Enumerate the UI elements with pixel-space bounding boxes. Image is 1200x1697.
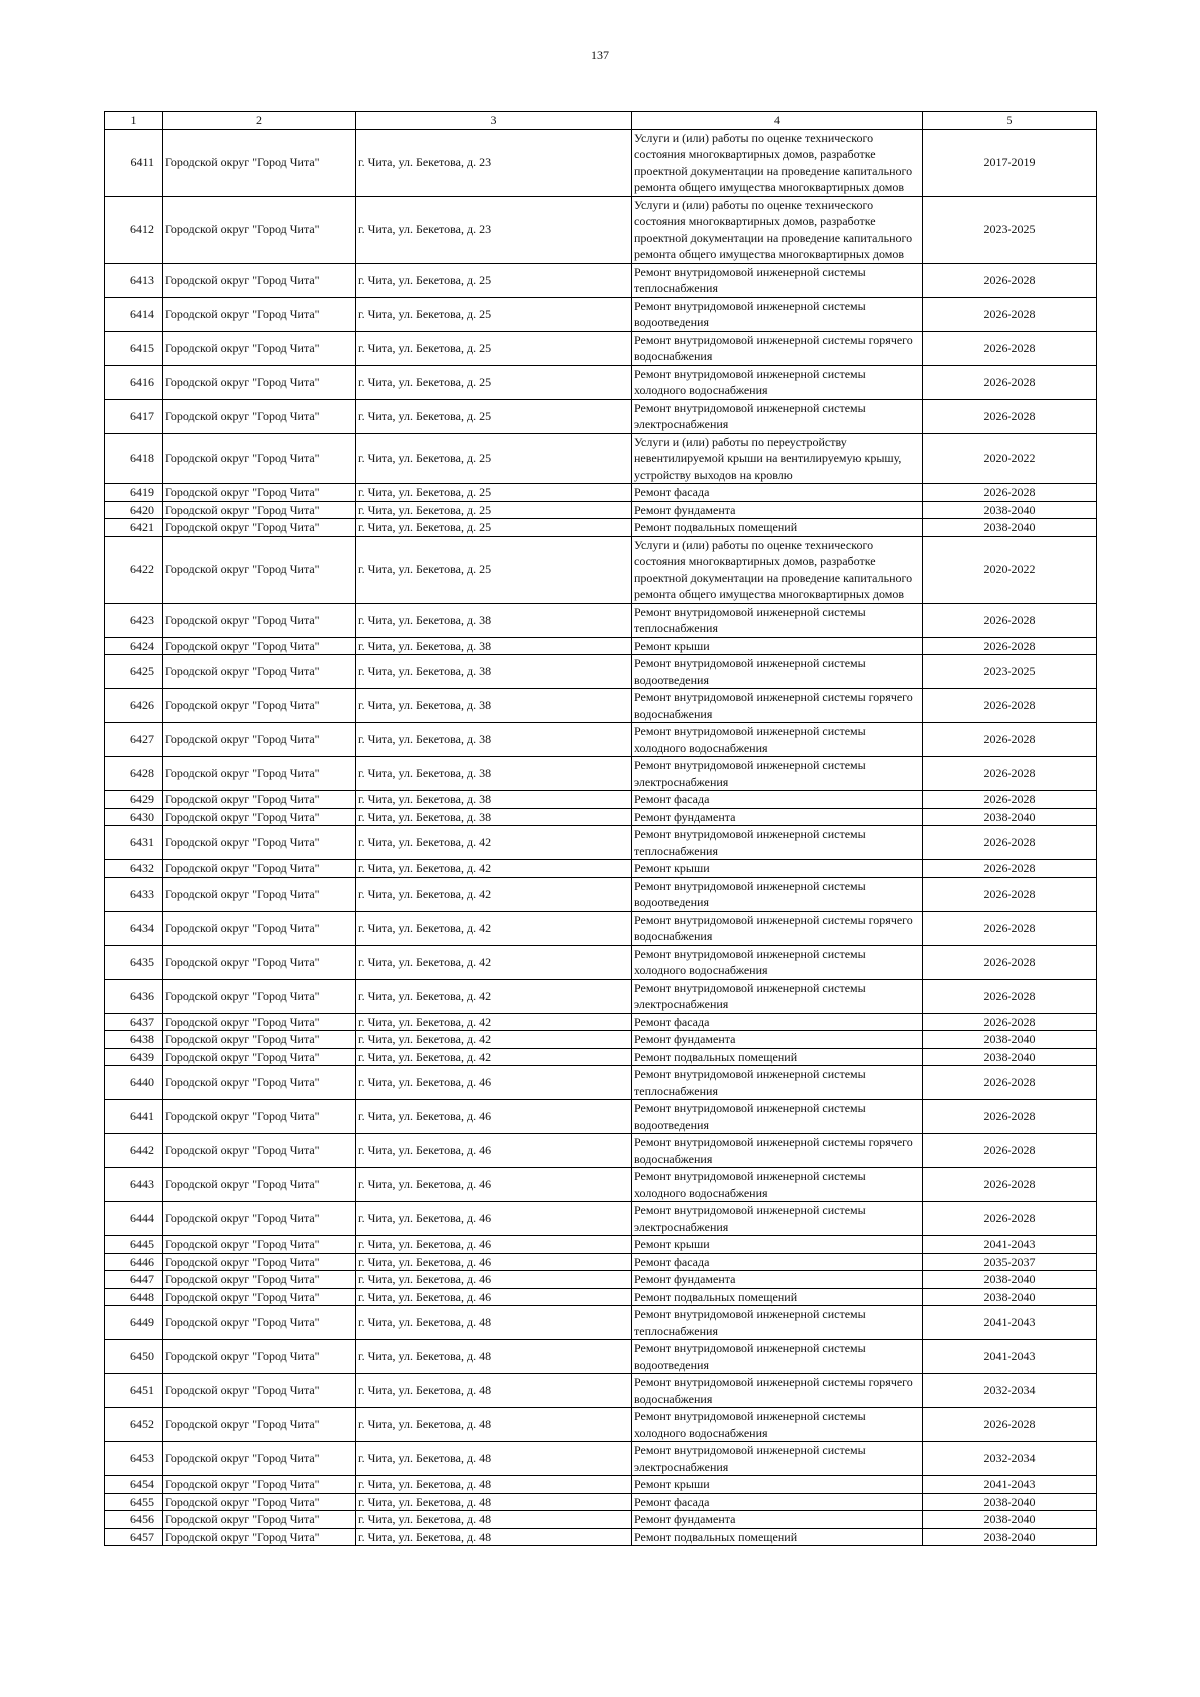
- work-type-cell: Ремонт подвальных помещений: [632, 1528, 923, 1546]
- years-cell: 2041-2043: [923, 1340, 1097, 1374]
- table-row: [105, 808, 1097, 826]
- table-row: [105, 723, 1097, 757]
- address-cell: г. Чита, ул. Бекетова, д. 46: [356, 1066, 632, 1100]
- work-type-cell: Ремонт фасада: [632, 1493, 923, 1511]
- years-cell: 2017-2019: [923, 129, 1097, 196]
- table-row: [105, 1031, 1097, 1049]
- district-cell: Городской округ "Город Чита": [163, 723, 356, 757]
- address-cell: г. Чита, ул. Бекетова, д. 48: [356, 1306, 632, 1340]
- years-cell: 2026-2028: [923, 484, 1097, 502]
- years-cell: 2026-2028: [923, 979, 1097, 1013]
- years-cell: 2026-2028: [923, 945, 1097, 979]
- years-cell: 2023-2025: [923, 196, 1097, 263]
- row-number-cell: 6437: [105, 1013, 163, 1031]
- district-cell: Городской округ "Город Чита": [163, 1493, 356, 1511]
- work-type-cell: Ремонт внутридомовой инженерной системы теплоснабжения: [632, 263, 923, 297]
- row-number-cell: 6440: [105, 1066, 163, 1100]
- row-number-cell: 6429: [105, 791, 163, 809]
- district-cell: Городской округ "Город Чита": [163, 331, 356, 365]
- work-type-cell: Ремонт подвальных помещений: [632, 1048, 923, 1066]
- years-cell: 2026-2028: [923, 757, 1097, 791]
- table-row: [105, 945, 1097, 979]
- years-cell: 2038-2040: [923, 1031, 1097, 1049]
- district-cell: Городской округ "Город Чита": [163, 1202, 356, 1236]
- district-cell: Городской округ "Город Чита": [163, 603, 356, 637]
- district-cell: Городской округ "Город Чита": [163, 1134, 356, 1168]
- district-cell: Городской округ "Город Чита": [163, 1048, 356, 1066]
- row-number-cell: 6455: [105, 1493, 163, 1511]
- table-row: [105, 399, 1097, 433]
- column-header: 3: [356, 112, 632, 130]
- work-type-cell: Ремонт фундамента: [632, 501, 923, 519]
- district-cell: Городской округ "Город Чита": [163, 808, 356, 826]
- table-row: [105, 1048, 1097, 1066]
- years-cell: 2038-2040: [923, 501, 1097, 519]
- table-row: [105, 757, 1097, 791]
- address-cell: г. Чита, ул. Бекетова, д. 48: [356, 1528, 632, 1546]
- work-type-cell: Ремонт фасада: [632, 791, 923, 809]
- address-cell: г. Чита, ул. Бекетова, д. 25: [356, 297, 632, 331]
- work-type-cell: Ремонт внутридомовой инженерной системы теплоснабжения: [632, 1066, 923, 1100]
- table-row: [105, 196, 1097, 263]
- address-cell: г. Чита, ул. Бекетова, д. 42: [356, 911, 632, 945]
- work-type-cell: Ремонт внутридомовой инженерной системы водоотведения: [632, 877, 923, 911]
- district-cell: Городской округ "Город Чита": [163, 1271, 356, 1289]
- address-cell: г. Чита, ул. Бекетова, д. 42: [356, 979, 632, 1013]
- address-cell: г. Чита, ул. Бекетова, д. 46: [356, 1100, 632, 1134]
- address-cell: г. Чита, ул. Бекетова, д. 25: [356, 263, 632, 297]
- row-number-cell: 6452: [105, 1408, 163, 1442]
- address-cell: г. Чита, ул. Бекетова, д. 46: [356, 1168, 632, 1202]
- row-number-cell: 6418: [105, 433, 163, 484]
- years-cell: 2032-2034: [923, 1442, 1097, 1476]
- district-cell: Городской округ "Город Чита": [163, 501, 356, 519]
- table-body: [105, 129, 1097, 1546]
- row-number-cell: 6448: [105, 1288, 163, 1306]
- address-cell: г. Чита, ул. Бекетова, д. 25: [356, 519, 632, 537]
- district-cell: Городской округ "Город Чита": [163, 263, 356, 297]
- years-cell: 2035-2037: [923, 1253, 1097, 1271]
- column-header: 2: [163, 112, 356, 130]
- table-row: [105, 365, 1097, 399]
- address-cell: г. Чита, ул. Бекетова, д. 38: [356, 655, 632, 689]
- district-cell: Городской округ "Город Чита": [163, 1528, 356, 1546]
- row-number-cell: 6420: [105, 501, 163, 519]
- years-cell: 2026-2028: [923, 1202, 1097, 1236]
- years-cell: 2038-2040: [923, 1288, 1097, 1306]
- address-cell: г. Чита, ул. Бекетова, д. 25: [356, 331, 632, 365]
- table-row: [105, 1288, 1097, 1306]
- row-number-cell: 6436: [105, 979, 163, 1013]
- district-cell: Городской округ "Город Чита": [163, 1168, 356, 1202]
- address-cell: г. Чита, ул. Бекетова, д. 46: [356, 1202, 632, 1236]
- district-cell: Городской округ "Город Чита": [163, 655, 356, 689]
- table-row: [105, 1442, 1097, 1476]
- table-row: [105, 979, 1097, 1013]
- row-number-cell: 6426: [105, 689, 163, 723]
- address-cell: г. Чита, ул. Бекетова, д. 38: [356, 791, 632, 809]
- table-row: [105, 1100, 1097, 1134]
- address-cell: г. Чита, ул. Бекетова, д. 42: [356, 826, 632, 860]
- years-cell: 2038-2040: [923, 808, 1097, 826]
- work-type-cell: Ремонт внутридомовой инженерной системы горячего водоснабжения: [632, 1374, 923, 1408]
- district-cell: Городской округ "Город Чита": [163, 365, 356, 399]
- years-cell: 2038-2040: [923, 1511, 1097, 1529]
- address-cell: г. Чита, ул. Бекетова, д. 42: [356, 945, 632, 979]
- work-type-cell: Услуги и (или) работы по оценке технического состояния многоквартирных домов, разработке проектной документации на проведение капитального ремонта общего имущества многоквартирных домов: [632, 129, 923, 196]
- row-number-cell: 6416: [105, 365, 163, 399]
- work-type-cell: Ремонт подвальных помещений: [632, 519, 923, 537]
- table-row: [105, 297, 1097, 331]
- district-cell: Городской округ "Город Чита": [163, 433, 356, 484]
- years-cell: 2032-2034: [923, 1374, 1097, 1408]
- work-type-cell: Услуги и (или) работы по оценке технического состояния многоквартирных домов, разработке проектной документации на проведение капитального ремонта общего имущества многоквартирных домов: [632, 536, 923, 603]
- table-row: [105, 433, 1097, 484]
- work-type-cell: Ремонт крыши: [632, 637, 923, 655]
- table-row: [105, 1476, 1097, 1494]
- district-cell: Городской округ "Город Чита": [163, 399, 356, 433]
- table-row: [105, 1066, 1097, 1100]
- district-cell: Городской округ "Город Чита": [163, 1340, 356, 1374]
- table-row: [105, 655, 1097, 689]
- years-cell: 2026-2028: [923, 297, 1097, 331]
- years-cell: 2026-2028: [923, 911, 1097, 945]
- work-type-cell: Ремонт внутридомовой инженерной системы водоотведения: [632, 1340, 923, 1374]
- address-cell: г. Чита, ул. Бекетова, д. 48: [356, 1442, 632, 1476]
- table-header-row: [105, 112, 1097, 130]
- years-cell: 2041-2043: [923, 1476, 1097, 1494]
- table-row: [105, 1528, 1097, 1546]
- district-cell: Городской округ "Город Чита": [163, 536, 356, 603]
- work-type-cell: Ремонт внутридомовой инженерной системы горячего водоснабжения: [632, 1134, 923, 1168]
- address-cell: г. Чита, ул. Бекетова, д. 48: [356, 1511, 632, 1529]
- table-row: [105, 1271, 1097, 1289]
- row-number-cell: 6419: [105, 484, 163, 502]
- address-cell: г. Чита, ул. Бекетова, д. 46: [356, 1271, 632, 1289]
- table-row: [105, 1511, 1097, 1529]
- table-row: [105, 484, 1097, 502]
- work-type-cell: Ремонт фасада: [632, 484, 923, 502]
- work-type-cell: Ремонт внутридомовой инженерной системы холодного водоснабжения: [632, 365, 923, 399]
- work-type-cell: Ремонт внутридомовой инженерной системы электроснабжения: [632, 1202, 923, 1236]
- years-cell: 2026-2028: [923, 1100, 1097, 1134]
- work-type-cell: Ремонт фасада: [632, 1013, 923, 1031]
- row-number-cell: 6454: [105, 1476, 163, 1494]
- address-cell: г. Чита, ул. Бекетова, д. 48: [356, 1408, 632, 1442]
- district-cell: Городской округ "Город Чита": [163, 637, 356, 655]
- row-number-cell: 6415: [105, 331, 163, 365]
- work-type-cell: Ремонт фасада: [632, 1253, 923, 1271]
- district-cell: Городской округ "Город Чита": [163, 519, 356, 537]
- row-number-cell: 6457: [105, 1528, 163, 1546]
- table-row: [105, 501, 1097, 519]
- district-cell: Городской округ "Город Чита": [163, 1374, 356, 1408]
- address-cell: г. Чита, ул. Бекетова, д. 42: [356, 860, 632, 878]
- district-cell: Городской округ "Город Чита": [163, 689, 356, 723]
- work-type-cell: Ремонт внутридомовой инженерной системы теплоснабжения: [632, 1306, 923, 1340]
- row-number-cell: 6438: [105, 1031, 163, 1049]
- table-row: [105, 637, 1097, 655]
- address-cell: г. Чита, ул. Бекетова, д. 42: [356, 1031, 632, 1049]
- address-cell: г. Чита, ул. Бекетова, д. 25: [356, 399, 632, 433]
- table-row: [105, 263, 1097, 297]
- district-cell: Городской округ "Город Чита": [163, 1013, 356, 1031]
- district-cell: Городской округ "Город Чита": [163, 1511, 356, 1529]
- district-cell: Городской округ "Город Чита": [163, 484, 356, 502]
- years-cell: 2026-2028: [923, 877, 1097, 911]
- years-cell: 2026-2028: [923, 399, 1097, 433]
- address-cell: г. Чита, ул. Бекетова, д. 25: [356, 501, 632, 519]
- address-cell: г. Чита, ул. Бекетова, д. 38: [356, 603, 632, 637]
- years-cell: 2026-2028: [923, 365, 1097, 399]
- table-row: [105, 1134, 1097, 1168]
- row-number-cell: 6422: [105, 536, 163, 603]
- district-cell: Городской округ "Город Чита": [163, 791, 356, 809]
- row-number-cell: 6444: [105, 1202, 163, 1236]
- column-header: 4: [632, 112, 923, 130]
- work-type-cell: Ремонт внутридомовой инженерной системы теплоснабжения: [632, 826, 923, 860]
- work-type-cell: Услуги и (или) работы по переустройству невентилируемой крыши на вентилируемую крышу, устройству выходов на кровлю: [632, 433, 923, 484]
- table-row: [105, 129, 1097, 196]
- table-row: [105, 826, 1097, 860]
- years-cell: 2038-2040: [923, 1048, 1097, 1066]
- row-number-cell: 6439: [105, 1048, 163, 1066]
- work-type-cell: Ремонт внутридомовой инженерной системы электроснабжения: [632, 979, 923, 1013]
- row-number-cell: 6443: [105, 1168, 163, 1202]
- address-cell: г. Чита, ул. Бекетова, д. 38: [356, 808, 632, 826]
- years-cell: 2026-2028: [923, 603, 1097, 637]
- address-cell: г. Чита, ул. Бекетова, д. 48: [356, 1340, 632, 1374]
- work-type-cell: Ремонт внутридомовой инженерной системы водоотведения: [632, 655, 923, 689]
- row-number-cell: 6430: [105, 808, 163, 826]
- table-row: [105, 536, 1097, 603]
- years-cell: 2026-2028: [923, 637, 1097, 655]
- address-cell: г. Чита, ул. Бекетова, д. 42: [356, 877, 632, 911]
- years-cell: 2026-2028: [923, 331, 1097, 365]
- table-row: [105, 331, 1097, 365]
- years-cell: 2020-2022: [923, 536, 1097, 603]
- district-cell: Городской округ "Город Чита": [163, 877, 356, 911]
- work-type-cell: Ремонт внутридомовой инженерной системы холодного водоснабжения: [632, 1408, 923, 1442]
- address-cell: г. Чита, ул. Бекетова, д. 46: [356, 1134, 632, 1168]
- district-cell: Городской округ "Город Чита": [163, 860, 356, 878]
- table-row: [105, 1202, 1097, 1236]
- work-type-cell: Ремонт внутридомовой инженерной системы водоотведения: [632, 1100, 923, 1134]
- table-row: [105, 519, 1097, 537]
- district-cell: Городской округ "Город Чита": [163, 1100, 356, 1134]
- work-type-cell: Ремонт внутридомовой инженерной системы электроснабжения: [632, 1442, 923, 1476]
- address-cell: г. Чита, ул. Бекетова, д. 48: [356, 1493, 632, 1511]
- work-type-cell: Ремонт крыши: [632, 1476, 923, 1494]
- row-number-cell: 6428: [105, 757, 163, 791]
- address-cell: г. Чита, ул. Бекетова, д. 46: [356, 1288, 632, 1306]
- row-number-cell: 6431: [105, 826, 163, 860]
- district-cell: Городской округ "Город Чита": [163, 979, 356, 1013]
- table-row: [105, 1236, 1097, 1254]
- address-cell: г. Чита, ул. Бекетова, д. 48: [356, 1476, 632, 1494]
- years-cell: 2026-2028: [923, 689, 1097, 723]
- years-cell: 2026-2028: [923, 860, 1097, 878]
- address-cell: г. Чита, ул. Бекетова, д. 25: [356, 433, 632, 484]
- table-row: [105, 911, 1097, 945]
- work-type-cell: Ремонт внутридомовой инженерной системы горячего водоснабжения: [632, 911, 923, 945]
- address-cell: г. Чита, ул. Бекетова, д. 23: [356, 196, 632, 263]
- work-type-cell: Ремонт внутридомовой инженерной системы горячего водоснабжения: [632, 331, 923, 365]
- row-number-cell: 6417: [105, 399, 163, 433]
- district-cell: Городской округ "Город Чита": [163, 297, 356, 331]
- row-number-cell: 6434: [105, 911, 163, 945]
- years-cell: 2026-2028: [923, 1168, 1097, 1202]
- row-number-cell: 6411: [105, 129, 163, 196]
- work-type-cell: Ремонт внутридомовой инженерной системы холодного водоснабжения: [632, 1168, 923, 1202]
- address-cell: г. Чита, ул. Бекетова, д. 46: [356, 1253, 632, 1271]
- work-type-cell: Ремонт фундамента: [632, 1511, 923, 1529]
- years-cell: 2041-2043: [923, 1306, 1097, 1340]
- district-cell: Городской округ "Город Чита": [163, 129, 356, 196]
- years-cell: 2038-2040: [923, 1271, 1097, 1289]
- row-number-cell: 6425: [105, 655, 163, 689]
- years-cell: 2026-2028: [923, 826, 1097, 860]
- address-cell: г. Чита, ул. Бекетова, д. 23: [356, 129, 632, 196]
- years-cell: 2026-2028: [923, 791, 1097, 809]
- row-number-cell: 6446: [105, 1253, 163, 1271]
- address-cell: г. Чита, ул. Бекетова, д. 38: [356, 637, 632, 655]
- years-cell: 2026-2028: [923, 1013, 1097, 1031]
- years-cell: 2026-2028: [923, 723, 1097, 757]
- district-cell: Городской округ "Город Чита": [163, 911, 356, 945]
- row-number-cell: 6449: [105, 1306, 163, 1340]
- years-cell: 2026-2028: [923, 1408, 1097, 1442]
- years-cell: 2038-2040: [923, 1528, 1097, 1546]
- district-cell: Городской округ "Город Чита": [163, 1442, 356, 1476]
- row-number-cell: 6450: [105, 1340, 163, 1374]
- address-cell: г. Чита, ул. Бекетова, д. 48: [356, 1374, 632, 1408]
- years-cell: 2020-2022: [923, 433, 1097, 484]
- row-number-cell: 6453: [105, 1442, 163, 1476]
- row-number-cell: 6412: [105, 196, 163, 263]
- work-type-cell: Ремонт внутридомовой инженерной системы горячего водоснабжения: [632, 689, 923, 723]
- address-cell: г. Чита, ул. Бекетова, д. 42: [356, 1048, 632, 1066]
- years-cell: 2026-2028: [923, 1066, 1097, 1100]
- table-row: [105, 603, 1097, 637]
- district-cell: Городской округ "Город Чита": [163, 945, 356, 979]
- years-cell: 2038-2040: [923, 519, 1097, 537]
- row-number-cell: 6435: [105, 945, 163, 979]
- row-number-cell: 6424: [105, 637, 163, 655]
- work-type-cell: Ремонт внутридомовой инженерной системы электроснабжения: [632, 399, 923, 433]
- district-cell: Городской округ "Город Чита": [163, 1253, 356, 1271]
- row-number-cell: 6456: [105, 1511, 163, 1529]
- years-cell: 2026-2028: [923, 1134, 1097, 1168]
- years-cell: 2026-2028: [923, 263, 1097, 297]
- district-cell: Городской округ "Город Чита": [163, 1306, 356, 1340]
- address-cell: г. Чита, ул. Бекетова, д. 25: [356, 365, 632, 399]
- row-number-cell: 6442: [105, 1134, 163, 1168]
- page-number: 137: [591, 48, 609, 62]
- table-row: [105, 1253, 1097, 1271]
- row-number-cell: 6441: [105, 1100, 163, 1134]
- work-type-cell: Ремонт фундамента: [632, 808, 923, 826]
- table-row: [105, 1168, 1097, 1202]
- table-row: [105, 1340, 1097, 1374]
- row-number-cell: 6447: [105, 1271, 163, 1289]
- row-number-cell: 6413: [105, 263, 163, 297]
- row-number-cell: 6432: [105, 860, 163, 878]
- work-type-cell: Ремонт фундамента: [632, 1031, 923, 1049]
- district-cell: Городской округ "Город Чита": [163, 1288, 356, 1306]
- address-cell: г. Чита, ул. Бекетова, д. 42: [356, 1013, 632, 1031]
- work-type-cell: Ремонт внутридомовой инженерной системы электроснабжения: [632, 757, 923, 791]
- district-cell: Городской округ "Город Чита": [163, 826, 356, 860]
- district-cell: Городской округ "Город Чита": [163, 1408, 356, 1442]
- table-row: [105, 860, 1097, 878]
- district-cell: Городской округ "Город Чита": [163, 1031, 356, 1049]
- years-cell: 2023-2025: [923, 655, 1097, 689]
- district-cell: Городской округ "Город Чита": [163, 757, 356, 791]
- address-cell: г. Чита, ул. Бекетова, д. 38: [356, 757, 632, 791]
- table-row: [105, 1408, 1097, 1442]
- work-type-cell: Ремонт внутридомовой инженерной системы холодного водоснабжения: [632, 723, 923, 757]
- row-number-cell: 6445: [105, 1236, 163, 1254]
- row-number-cell: 6421: [105, 519, 163, 537]
- table-row: [105, 791, 1097, 809]
- table-row: [105, 1013, 1097, 1031]
- address-cell: г. Чита, ул. Бекетова, д. 38: [356, 723, 632, 757]
- table-row: [105, 689, 1097, 723]
- work-type-cell: Ремонт фундамента: [632, 1271, 923, 1289]
- row-number-cell: 6427: [105, 723, 163, 757]
- work-type-cell: Ремонт внутридомовой инженерной системы теплоснабжения: [632, 603, 923, 637]
- work-type-cell: Ремонт крыши: [632, 860, 923, 878]
- row-number-cell: 6451: [105, 1374, 163, 1408]
- district-cell: Городской округ "Город Чита": [163, 1066, 356, 1100]
- table-row: [105, 1493, 1097, 1511]
- address-cell: г. Чита, ул. Бекетова, д. 25: [356, 484, 632, 502]
- column-header: 1: [105, 112, 163, 130]
- work-type-cell: Ремонт внутридомовой инженерной системы водоотведения: [632, 297, 923, 331]
- column-header: 5: [923, 112, 1097, 130]
- table-row: [105, 877, 1097, 911]
- work-type-cell: Услуги и (или) работы по оценке технического состояния многоквартирных домов, разработке проектной документации на проведение капитального ремонта общего имущества многоквартирных домов: [632, 196, 923, 263]
- address-cell: г. Чита, ул. Бекетова, д. 25: [356, 536, 632, 603]
- address-cell: г. Чита, ул. Бекетова, д. 38: [356, 689, 632, 723]
- work-type-cell: Ремонт внутридомовой инженерной системы холодного водоснабжения: [632, 945, 923, 979]
- years-cell: 2041-2043: [923, 1236, 1097, 1254]
- row-number-cell: 6433: [105, 877, 163, 911]
- table-row: [105, 1306, 1097, 1340]
- work-type-cell: Ремонт крыши: [632, 1236, 923, 1254]
- repair-schedule-table: [104, 111, 1097, 1546]
- table-row: [105, 1374, 1097, 1408]
- district-cell: Городской округ "Город Чита": [163, 196, 356, 263]
- address-cell: г. Чита, ул. Бекетова, д. 46: [356, 1236, 632, 1254]
- district-cell: Городской округ "Город Чита": [163, 1236, 356, 1254]
- years-cell: 2038-2040: [923, 1493, 1097, 1511]
- row-number-cell: 6423: [105, 603, 163, 637]
- work-type-cell: Ремонт подвальных помещений: [632, 1288, 923, 1306]
- district-cell: Городской округ "Город Чита": [163, 1476, 356, 1494]
- row-number-cell: 6414: [105, 297, 163, 331]
